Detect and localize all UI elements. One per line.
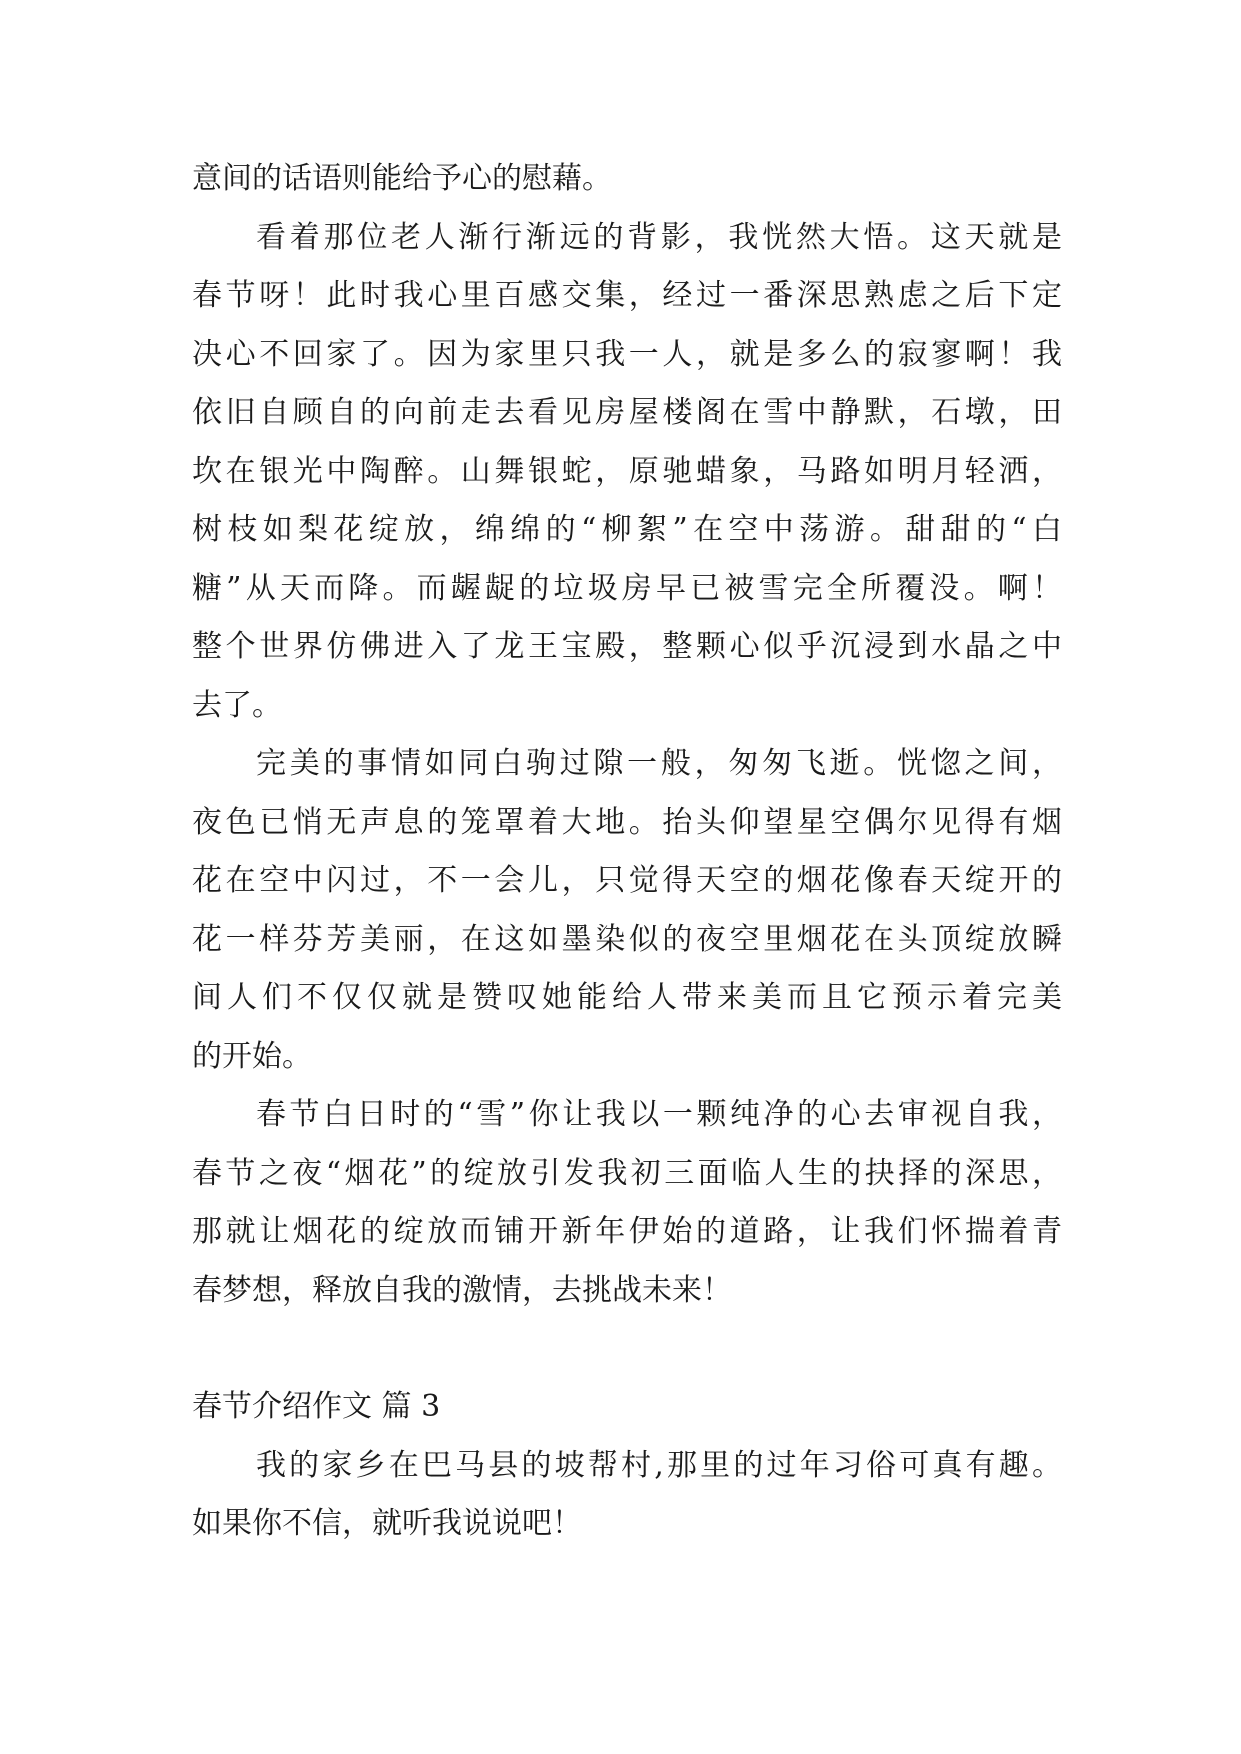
text-line: 春节之夜“烟花”的绽放引发我初三面临人生的抉择的深思，	[192, 1155, 1062, 1191]
text-line: 看着那位老人渐行渐远的背影，我恍然大悟。这天就是	[256, 219, 1062, 255]
text-line: 春节呀！此时我心里百感交集，经过一番深思熟虑之后下定	[192, 278, 1062, 313]
text-line: 我的家乡在巴马县的坡帮村,那里的过年习俗可真有趣。	[256, 1447, 1062, 1483]
paragraph	[192, 209, 1062, 736]
text-line: 春梦想，释放自我的激情，去挑战未来！	[192, 1272, 732, 1308]
paragraph	[192, 1437, 1062, 1554]
text-line: 春节白日时的“雪”你让我以一颗纯净的心去审视自我，	[256, 1097, 1062, 1132]
text-line: 如果你不信，就听我说说吧！	[192, 1506, 582, 1541]
paragraph	[192, 1086, 1062, 1320]
text-line: 的开始。	[192, 1038, 312, 1074]
paragraph	[192, 735, 1062, 1086]
text-line: 意间的话语则能给予心的慰藉。	[192, 161, 612, 196]
text-line: 那就让烟花的绽放而铺开新年伊始的道路，让我们怀揣着青	[192, 1214, 1062, 1249]
text-line: 决心不回家了。因为家里只我一人，就是多么的寂寥啊！我	[192, 336, 1062, 372]
section-heading: 春节介绍作文 篇 3	[192, 1389, 441, 1424]
text-line: 糖”从天而降。而龌龊的垃圾房早已被雪完全所覆没。啊！	[192, 570, 1062, 606]
text-line: 依旧自顾自的向前走去看见房屋楼阁在雪中静默，石墩，田	[192, 395, 1062, 430]
section-gap	[192, 1320, 1062, 1378]
text-line: 去了。	[192, 687, 282, 723]
text-line: 整个世界仿佛进入了龙王宝殿，整颗心似乎沉浸到水晶之中	[192, 629, 1062, 664]
text-line: 夜色已悄无声息的笼罩着大地。抬头仰望星空偶尔见得有烟	[192, 804, 1062, 840]
text-line: 完美的事情如同白驹过隙一般，匆匆飞逝。恍惚之间，	[256, 746, 1062, 781]
paragraph	[192, 150, 1062, 209]
text-line: 坎在银光中陶醉。山舞银蛇，原驰蜡象，马路如明月轻洒，	[192, 453, 1062, 489]
document-page	[192, 150, 1062, 1554]
text-line: 树枝如梨花绽放，绵绵的“柳絮”在空中荡游。甜甜的“白	[192, 512, 1062, 547]
text-line: 花在空中闪过，不一会儿，只觉得天空的烟花像春天绽开的	[192, 863, 1062, 898]
text-line: 花一样芬芳美丽，在这如墨染似的夜空里烟花在头顶绽放瞬	[192, 921, 1062, 957]
text-line: 间人们不仅仅就是赞叹她能给人带来美而且它预示着完美	[192, 980, 1062, 1015]
